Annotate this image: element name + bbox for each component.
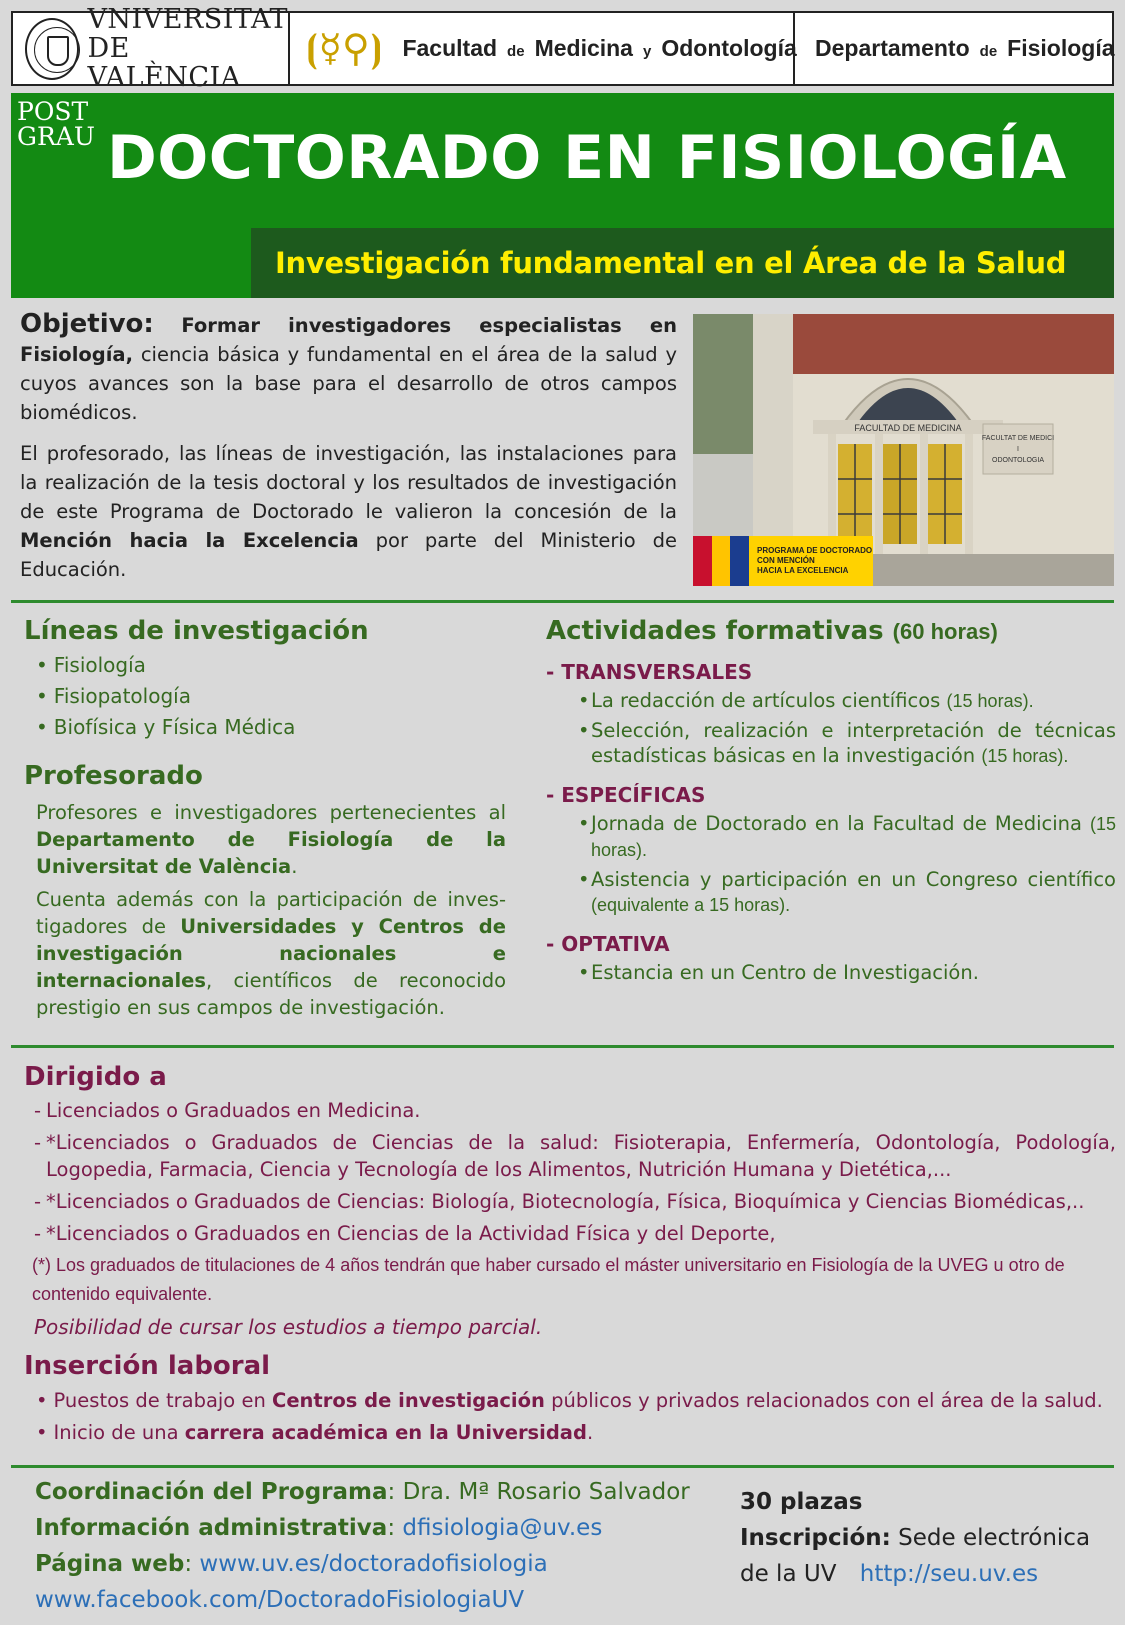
linea-item: • Fisiología bbox=[36, 650, 506, 681]
actividad-group-label: - TRANSVERSALES bbox=[546, 660, 753, 684]
university-name-line-1: VNIVERSITAT bbox=[87, 4, 288, 35]
actividad-text: Jornada de Doctorado en la Facultad de Medicina bbox=[591, 812, 1082, 835]
facade-inscription: FACULTAD DE MEDICINA bbox=[854, 423, 962, 433]
objetivo-section bbox=[20, 310, 677, 584]
actividad-hours: (15 horas). bbox=[591, 814, 1116, 860]
insercion-item bbox=[24, 1417, 1116, 1449]
postgrau-line-2: GRAU bbox=[17, 122, 95, 151]
faculty-word: de bbox=[507, 43, 525, 60]
divider-1 bbox=[11, 600, 1114, 603]
actividad-list bbox=[546, 688, 1116, 769]
actividad-hours: (15 horas). bbox=[946, 691, 1034, 711]
faculty-word: Medicina bbox=[534, 35, 633, 61]
excelencia-paragraph bbox=[20, 439, 677, 584]
right-column bbox=[546, 616, 1116, 985]
lineas-list bbox=[24, 650, 506, 743]
actividad-item bbox=[578, 718, 1116, 769]
dirigido-item: - *Licenciados o Graduados en Ciencias de la Actividad Física y del Deporte, bbox=[24, 1220, 1116, 1247]
insercion-text-before: Puestos de trabajo en bbox=[53, 1389, 266, 1412]
excelencia-badge bbox=[693, 536, 873, 586]
excelencia-text-before: El profesorado, las líneas de investigación, las instalaciones para la realización de la tesis doctoral y los resultados de investigación de este Programa de Doctorado le valieron la concesión de la bbox=[20, 442, 677, 523]
faculty-name bbox=[402, 35, 806, 62]
dirigido-note: (*) Los graduados de titulaciones de 4 años tendrán que haber cursado el máster universitario en Fisiología de la UVEG u otro de contenido equivalente. bbox=[32, 1255, 1065, 1304]
objetivo-paragraph bbox=[20, 310, 677, 427]
actividad-group-label: - ESPECÍFICAS bbox=[546, 783, 706, 807]
actividad-text: Selección, realización e interpretación de técnicas estadísticas básicas en la investigación bbox=[591, 719, 1116, 767]
linea-item: • Fisiopatología bbox=[36, 681, 506, 712]
inscripcion-value-2: de la UV bbox=[740, 1561, 837, 1587]
badge-line-3: HACIA LA EXCELENCIA bbox=[757, 566, 849, 575]
side-plaque-line-1: FACULTAT DE MEDICI bbox=[981, 435, 1055, 442]
university-name bbox=[87, 5, 288, 92]
faculty-cell bbox=[290, 13, 795, 84]
faculty-word: Odontología bbox=[661, 35, 797, 61]
title-banner bbox=[11, 93, 1114, 298]
insercion-title: Inserción laboral bbox=[24, 1351, 271, 1381]
facebook-link[interactable]: www.facebook.com/DoctoradoFisiologiaUV bbox=[35, 1587, 525, 1613]
actividad-hours: (15 horas). bbox=[981, 746, 1069, 766]
program-title: DOCTORADO EN FISIOLOGÍA bbox=[107, 123, 1067, 193]
actividad-hours: (equivalente a 15 horas). bbox=[591, 895, 791, 915]
facebook-line bbox=[35, 1582, 690, 1618]
postgrau-line-1: POST bbox=[17, 97, 89, 126]
dirigido-list bbox=[24, 1097, 1116, 1247]
lineas-title: Líneas de investigación bbox=[24, 616, 369, 646]
actividad-list bbox=[546, 811, 1116, 918]
badge-text bbox=[749, 546, 872, 576]
badge-line-2: CON MENCIÓN bbox=[757, 556, 815, 565]
program-subtitle: Investigación fundamental en el Área de la Salud bbox=[275, 246, 1067, 280]
sede-link[interactable]: http://seu.uv.es bbox=[859, 1561, 1039, 1587]
side-plaque-line-3: ODONTOLOGIA bbox=[992, 457, 1044, 464]
insercion-text-after: públicos y privados relacionados con el área de la salud. bbox=[551, 1389, 1103, 1412]
coordination-line: Coordinación del Programa: Dra. Mª Rosario Salvador bbox=[35, 1479, 690, 1505]
insercion-text-before: Inicio de una bbox=[53, 1421, 179, 1444]
actividad-group-label: - OPTATIVA bbox=[546, 932, 670, 956]
faculty-word: y bbox=[642, 43, 652, 60]
admin-info-line: Información administrativa: dfisiologia@uv.es bbox=[35, 1515, 603, 1541]
university-logo-cell bbox=[13, 4, 290, 93]
web-label: Página web bbox=[35, 1551, 185, 1577]
header-bar bbox=[11, 4, 1115, 93]
insercion-highlight: Centros de investigación bbox=[272, 1389, 545, 1412]
objetivo-lead: Formar investigadores especialistas en Fisiología, bbox=[20, 314, 677, 366]
profesorado-p1-bold: Departamento de Fisiología de la Universitat de València bbox=[36, 828, 506, 878]
dirigido-title: Dirigido a bbox=[24, 1062, 167, 1092]
dirigido-item: - *Licenciados o Graduados de Ciencias: Biología, Biotecnología, Física, Bioquímica y Ciencias Biomédicas,.. bbox=[24, 1188, 1116, 1215]
actividad-item bbox=[578, 960, 1116, 985]
profesorado-title: Profesorado bbox=[24, 761, 203, 791]
web-line: Página web: www.uv.es/doctoradofisiologia bbox=[35, 1551, 548, 1577]
dirigido-item: - *Licenciados o Graduados de Ciencias de la salud: Fisioterapia, Enfermería, Odontología, Podología, Logopedia, Farmacia, Ciencia y Tecnología de los Alimentos, Nutrición Humana y Dietética,... bbox=[24, 1129, 1116, 1183]
actividades-hours: (60 horas) bbox=[892, 619, 998, 644]
side-plaque-line-2: I bbox=[1017, 446, 1019, 453]
actividad-item bbox=[578, 688, 1116, 714]
inscripcion-label: Inscripción: bbox=[740, 1525, 891, 1551]
inscripcion-line-2 bbox=[740, 1556, 1090, 1592]
enrollment-block bbox=[740, 1484, 1090, 1592]
actividad-list bbox=[546, 960, 1116, 985]
admin-email-link[interactable]: dfisiologia@uv.es bbox=[402, 1515, 603, 1541]
actividad-item bbox=[578, 867, 1116, 918]
excelencia-text-after: por parte del Ministerio de Educación. bbox=[20, 529, 677, 581]
department-word: de bbox=[979, 43, 998, 60]
profesorado-p2-after: , científicos de reconocido prestigio en sus campos de investigación. bbox=[36, 969, 506, 1019]
plazas-count: 30 plazas bbox=[740, 1489, 863, 1515]
actividades-title bbox=[546, 616, 1116, 646]
admin-info-label: Información administrativa bbox=[35, 1515, 388, 1541]
actividad-text: Estancia en un Centro de Investigación. bbox=[591, 961, 979, 984]
profesorado-p1-before: Profesores e investigadores pertenecientes al bbox=[36, 801, 506, 824]
profesorado-p2-bold: Universidades y Centros de investigación nacionales e internacionales bbox=[36, 915, 506, 992]
subtitle-bar bbox=[251, 228, 1114, 298]
actividad-text: La redacción de artículos científicos bbox=[591, 689, 941, 712]
inscripcion-value: Sede electrónica bbox=[898, 1525, 1091, 1551]
actividad-item bbox=[578, 811, 1116, 863]
actividades-title-text: Actividades formativas bbox=[546, 616, 884, 646]
divider-2 bbox=[11, 1045, 1114, 1048]
web-link[interactable]: www.uv.es/doctoradofisiologia bbox=[199, 1551, 548, 1577]
badge-line-1: PROGRAMA DE DOCTORADO bbox=[757, 546, 873, 555]
department-word: Fisiología bbox=[1007, 35, 1115, 61]
part-time-note: Posibilidad de cursar los estudios a tiempo parcial. bbox=[34, 1315, 543, 1339]
actividades-groups bbox=[546, 660, 1116, 985]
department-cell bbox=[795, 13, 1125, 84]
department-word: Departamento bbox=[815, 35, 970, 61]
left-column bbox=[24, 616, 506, 1021]
divider-3 bbox=[11, 1465, 1114, 1468]
insercion-list bbox=[24, 1385, 1116, 1449]
postgrau-logo bbox=[17, 99, 95, 149]
dirigido-section bbox=[24, 1062, 1116, 1449]
inscripcion-line bbox=[740, 1520, 1090, 1556]
faculty-word: Facultad bbox=[402, 35, 498, 61]
profesorado-paragraph-1 bbox=[24, 799, 506, 880]
coordination-label: Coordinación del Programa bbox=[35, 1479, 388, 1505]
insercion-item bbox=[24, 1385, 1116, 1417]
actividad-text: Asistencia y participación en un Congreso científico bbox=[591, 868, 1116, 891]
objetivo-label: Objetivo: bbox=[20, 309, 154, 339]
coordination-value: Dra. Mª Rosario Salvador bbox=[402, 1479, 690, 1505]
spain-flag-icon bbox=[693, 536, 749, 586]
profesorado-p1-after: . bbox=[291, 855, 298, 878]
university-name-line-2: DE VALÈNCIA bbox=[87, 33, 241, 93]
linea-item: • Biofísica y Física Médica bbox=[36, 712, 506, 743]
profesorado-paragraph-2 bbox=[24, 886, 506, 1021]
insercion-highlight: carrera académica en la Universidad bbox=[184, 1421, 587, 1444]
department-name bbox=[815, 35, 1125, 62]
insercion-text-after: . bbox=[586, 1421, 594, 1444]
objetivo-text: ciencia básica y fundamental en el área de la salud y cuyos avances son la base para el desarrollo de otros campos biomédicos. bbox=[20, 343, 677, 424]
profesorado-p2-before: Cuenta además con la participación de inves-tigadores de bbox=[36, 888, 506, 938]
university-seal-icon bbox=[25, 18, 79, 80]
contact-block bbox=[35, 1474, 690, 1618]
faculty-logo-icon: ⦗☿⚲⦘ bbox=[306, 26, 383, 70]
excelencia-highlight: Mención hacia la Excelencia bbox=[20, 529, 359, 552]
faculty-building-photo bbox=[693, 314, 1114, 586]
dirigido-item: - Licenciados o Graduados en Medicina. bbox=[24, 1097, 1116, 1124]
